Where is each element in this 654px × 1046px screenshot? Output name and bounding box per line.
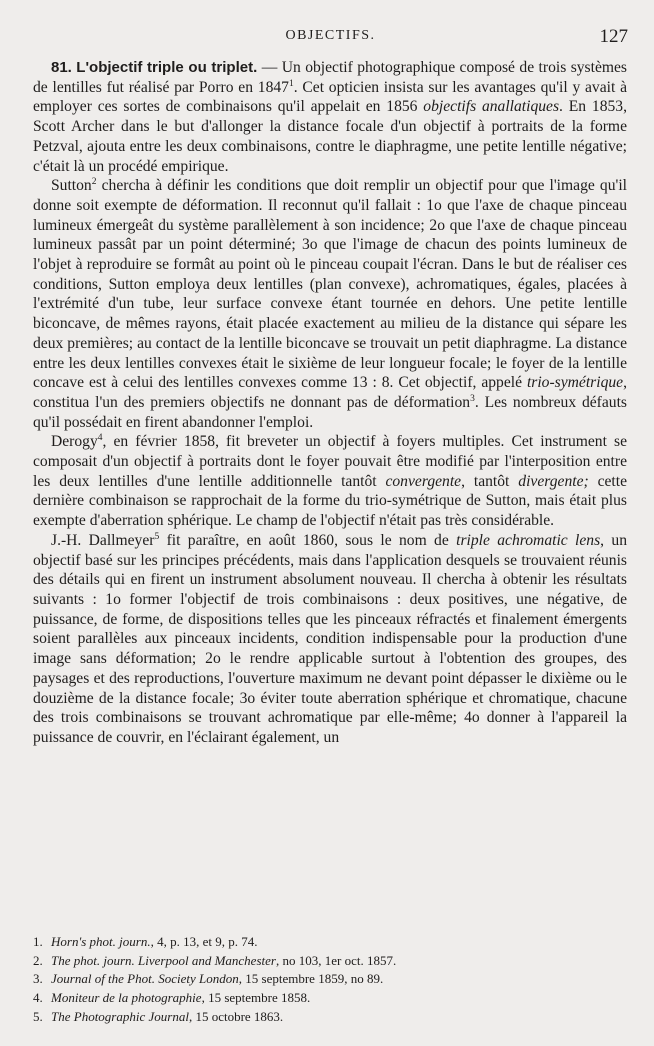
- italic-text: Journal of the Phot. Society London: [51, 971, 239, 987]
- footnote-text: [51, 971, 383, 986]
- footnote-number: 2.: [33, 952, 43, 968]
- footnote: [33, 1008, 627, 1027]
- text-run: . Cet opticien insista sur les avantages qu'il y avait à employer ces sortes de combinaisons qu'il appelait en 1856: [33, 78, 627, 116]
- paragraph: [33, 176, 627, 432]
- section-number: 81.: [51, 59, 72, 76]
- text-run: Derogy: [51, 433, 98, 451]
- text-run: fit paraître, en août 1860, sous le nom de: [159, 531, 457, 549]
- text-run: cette dernière combinaison se rapprochait de la forme du trio-symétrique de Sutton, mais était plus exempte d'aberration sphérique. Le champ de l'objectif n'était pas très considérable.: [33, 472, 628, 530]
- italic-text: Horn's phot. journ.: [51, 934, 151, 949]
- footnote-reference: 2: [91, 177, 97, 188]
- footnote-number: 4.: [33, 990, 43, 1006]
- running-title: OBJECTIFS.: [285, 28, 376, 43]
- text-run: , 15 septembre 1859, no 89.: [238, 971, 384, 987]
- italic-text: convergente: [385, 472, 462, 490]
- paragraph: [33, 531, 627, 748]
- text-run: Sutton: [51, 177, 92, 195]
- italic-text: Moniteur de la photographie: [51, 990, 202, 1006]
- text-run: , 4, p. 13, et 9, p. 74.: [150, 934, 258, 949]
- footnote-text: [51, 1009, 283, 1024]
- page-number: 127: [599, 26, 628, 47]
- text-run: , no 103, 1er oct. 1857.: [275, 952, 397, 968]
- text-run: , constitua l'un des premiers objectifs ne donnant pas de déformation: [33, 374, 627, 411]
- footnote-number: 5.: [33, 1008, 43, 1024]
- text-run: , un objectif basé sur les principes précédents, mais dans l'application desquels se trouvaient réunis des détails qui en firent un instrument absolument nouveau. Il chercha à obtenir les résultats suivants : 1o former l'objectif de trois combinaisons : deux positives, une négative, de puissance, de forme, de dispositions telles que les pinceaux réfractés et finalement émergents soient parallèles aux pinceaux incidents, condition indispensable pour la production d'une image sans déformation; 2o le rendre applicable surtout à l'obtention des groupes, des paysages et des reproductions, l'ouverture maximum ne devant point dépasser le dixième ou le douzième de la distance focale; 3o éviter toute aberration sphérique et chromatique, chacune des trois combinaisons se trouvant achromatique par elle-même; 4o donner à l'appareil la puissance de couvrir, en l'éclairant également, un: [33, 531, 628, 746]
- text-run: , 15 octobre 1863.: [188, 1008, 284, 1024]
- italic-text: triple achromatic lens: [456, 531, 601, 549]
- footnote-number: 1.: [33, 934, 43, 949]
- paragraph: [33, 432, 627, 531]
- text-run: . Les nombreux défauts qu'il possédait en firent abandonner l'emploi.: [33, 393, 627, 431]
- footnote: [33, 970, 627, 989]
- italic-text: The Photographic Journal: [51, 1008, 189, 1024]
- footnote-number: 3.: [33, 971, 43, 987]
- footnote-text: [51, 934, 257, 949]
- section-title: L'objectif triple ou triplet.: [76, 59, 258, 76]
- italic-text: The phot. journ. Liverpool and Manchester: [51, 952, 276, 968]
- text-run: . En 1853, Scott Archer dans le but d'allonger la distance focale d'un objectif à portraits de la forme Petzval, ajouta entre les deux combinaisons, contre le diaphragme, une petite lentille négative; c'était là un procédé empirique.: [33, 98, 627, 175]
- footnote: [33, 989, 627, 1008]
- italic-text: objectifs anallatiques: [423, 98, 560, 116]
- footnote-text: [51, 990, 310, 1005]
- footnote-reference: 1: [288, 78, 294, 89]
- running-head: [33, 26, 628, 48]
- paragraph: [33, 58, 627, 176]
- body-text: [33, 58, 627, 748]
- footnote-reference: 5: [154, 531, 160, 542]
- footnote: [33, 952, 627, 971]
- footnote-text: [51, 953, 396, 968]
- text-run: — Un objectif photographique composé de trois systèmes de lentilles fut réalisé par Porro en 1847: [33, 59, 627, 96]
- footnote-reference: 4: [97, 433, 103, 444]
- text-run: , 15 septembre 1858.: [201, 990, 311, 1006]
- paragraph-text: [33, 59, 627, 175]
- italic-text: divergente;: [518, 472, 589, 490]
- text-run: chercha à définir les conditions que doit remplir un objectif pour que l'image qu'il donne soit exempte de déformation. Il reconnut qu'il fallait : 1o que l'axe de chaque pinceau lumineux émergeât du système parallèlement à son incidence; 2o que l'axe de chaque pinceau lumineux passât par un point déterminé; 3o que l'image de chacun des points lumineux de l'objet à reproduire se formât au point où le pinceau coupait l'écran. Dans le but de réaliser ces conditions, Sutton employa deux lentilles (plan convexe), achromatiques, égales, placées à l'extrémité d'un tube, leur surface convexe étant tournée en dehors. Une petite lentille biconcave, de mêmes rayons, était placée exactement au milieu de la distance qui sépare les deux premières; au contact de la lentille biconcave se trouvait un petit diaphragme. La distance entre les deux lentilles convexes était le sixième de leur longueur focale; le foyer de la lentille concave est à celui des lentilles convexes comme 13 : 8. Cet objectif, appelé: [33, 177, 627, 392]
- text-run: , tantôt: [461, 472, 519, 490]
- italic-text: trio-symétrique: [526, 374, 624, 392]
- text-run: J.-H. Dallmeyer: [51, 531, 155, 549]
- footnotes: [33, 933, 627, 1027]
- text-run: , en février 1858, fit breveter un objectif à foyers multiples. Cet instrument se composait d'un objectif à portraits dont le foyer pouvait être modifié par l'interposition entre les deux lentilles d'une lentille additionnelle tantôt: [33, 433, 627, 490]
- footnote: [33, 933, 627, 952]
- footnote-reference: 3: [470, 393, 475, 404]
